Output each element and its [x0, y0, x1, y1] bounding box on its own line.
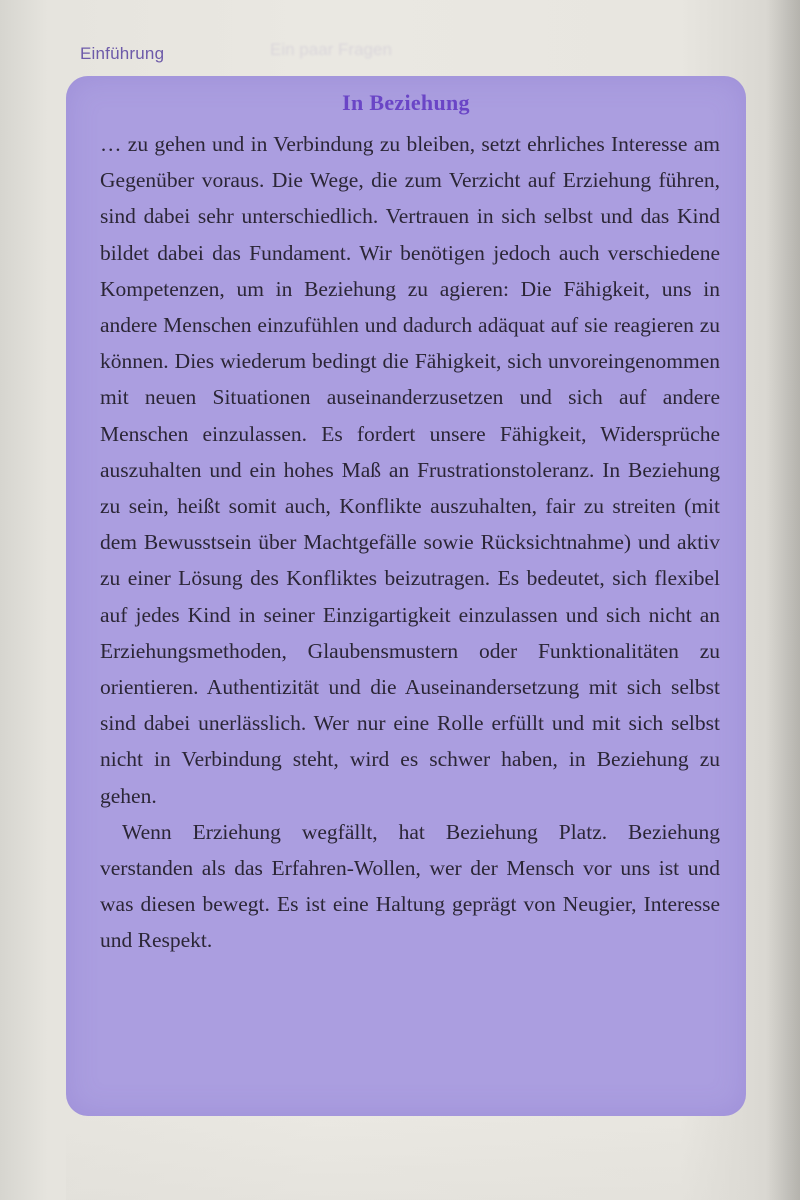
page-bottom-fade — [66, 1116, 746, 1200]
bleed-through-text: Ein paar Fragen — [270, 40, 392, 59]
info-box — [66, 76, 746, 1116]
box-body — [100, 126, 720, 959]
box-title: In Beziehung — [342, 90, 470, 115]
box-paragraph-1: … zu gehen und in Verbindung zu bleiben, setzt ehrliches Interesse am Gegenüber voraus. Die Wege, die zum Verzicht auf Erziehung führen, sind dabei sehr unterschiedlich. Vertrauen in sich selbst und das Kind bildet dabei das Fundament. Wir benötigen jedoch auch verschiedene Kompetenzen, um in Beziehung zu agieren: Die Fähigkeit, uns in andere Menschen einzufühlen und dadurch adäquat auf sie reagieren zu können. Dies wiederum bedingt die Fähigkeit, sich unvoreingenommen mit neuen Situationen auseinanderzusetzen und sich auf andere Menschen einzulassen. Es fordert unsere Fähigkeit, Widersprüche auszuhalten und ein hohes Maß an Frustrationstoleranz. In Beziehung zu sein, heißt somit auch, Konflikte auszuhalten, fair zu streiten (mit dem Bewusstsein über Machtgefälle sowie Rücksichtnahme) und aktiv zu einer Lösung des Konfliktes beizutragen. Es bedeutet, sich flexibel auf jedes Kind in seiner Einzigartigkeit einzulassen und sich nicht an Erziehungsmethoden, Glaubensmustern oder Funktionalitäten zu orientieren. Authentizität und die Auseinandersetzung mit sich selbst sind dabei unerlässlich. Wer nur eine Rolle erfüllt und mit sich selbst nicht in Verbindung steht, wird es schwer haben, in Beziehung zu gehen. — [100, 132, 720, 808]
page-gutter-shadow — [766, 0, 800, 1200]
box-paragraph-2: Wenn Erziehung wegfällt, hat Beziehung Platz. Beziehung verstanden als das Erfahren-Wollen, wer der Mensch vor uns ist und was diesen bewegt. Es ist eine Haltung geprägt von Neugier, Interesse und Respekt. — [100, 819, 720, 953]
running-head: Einführung — [80, 44, 165, 63]
